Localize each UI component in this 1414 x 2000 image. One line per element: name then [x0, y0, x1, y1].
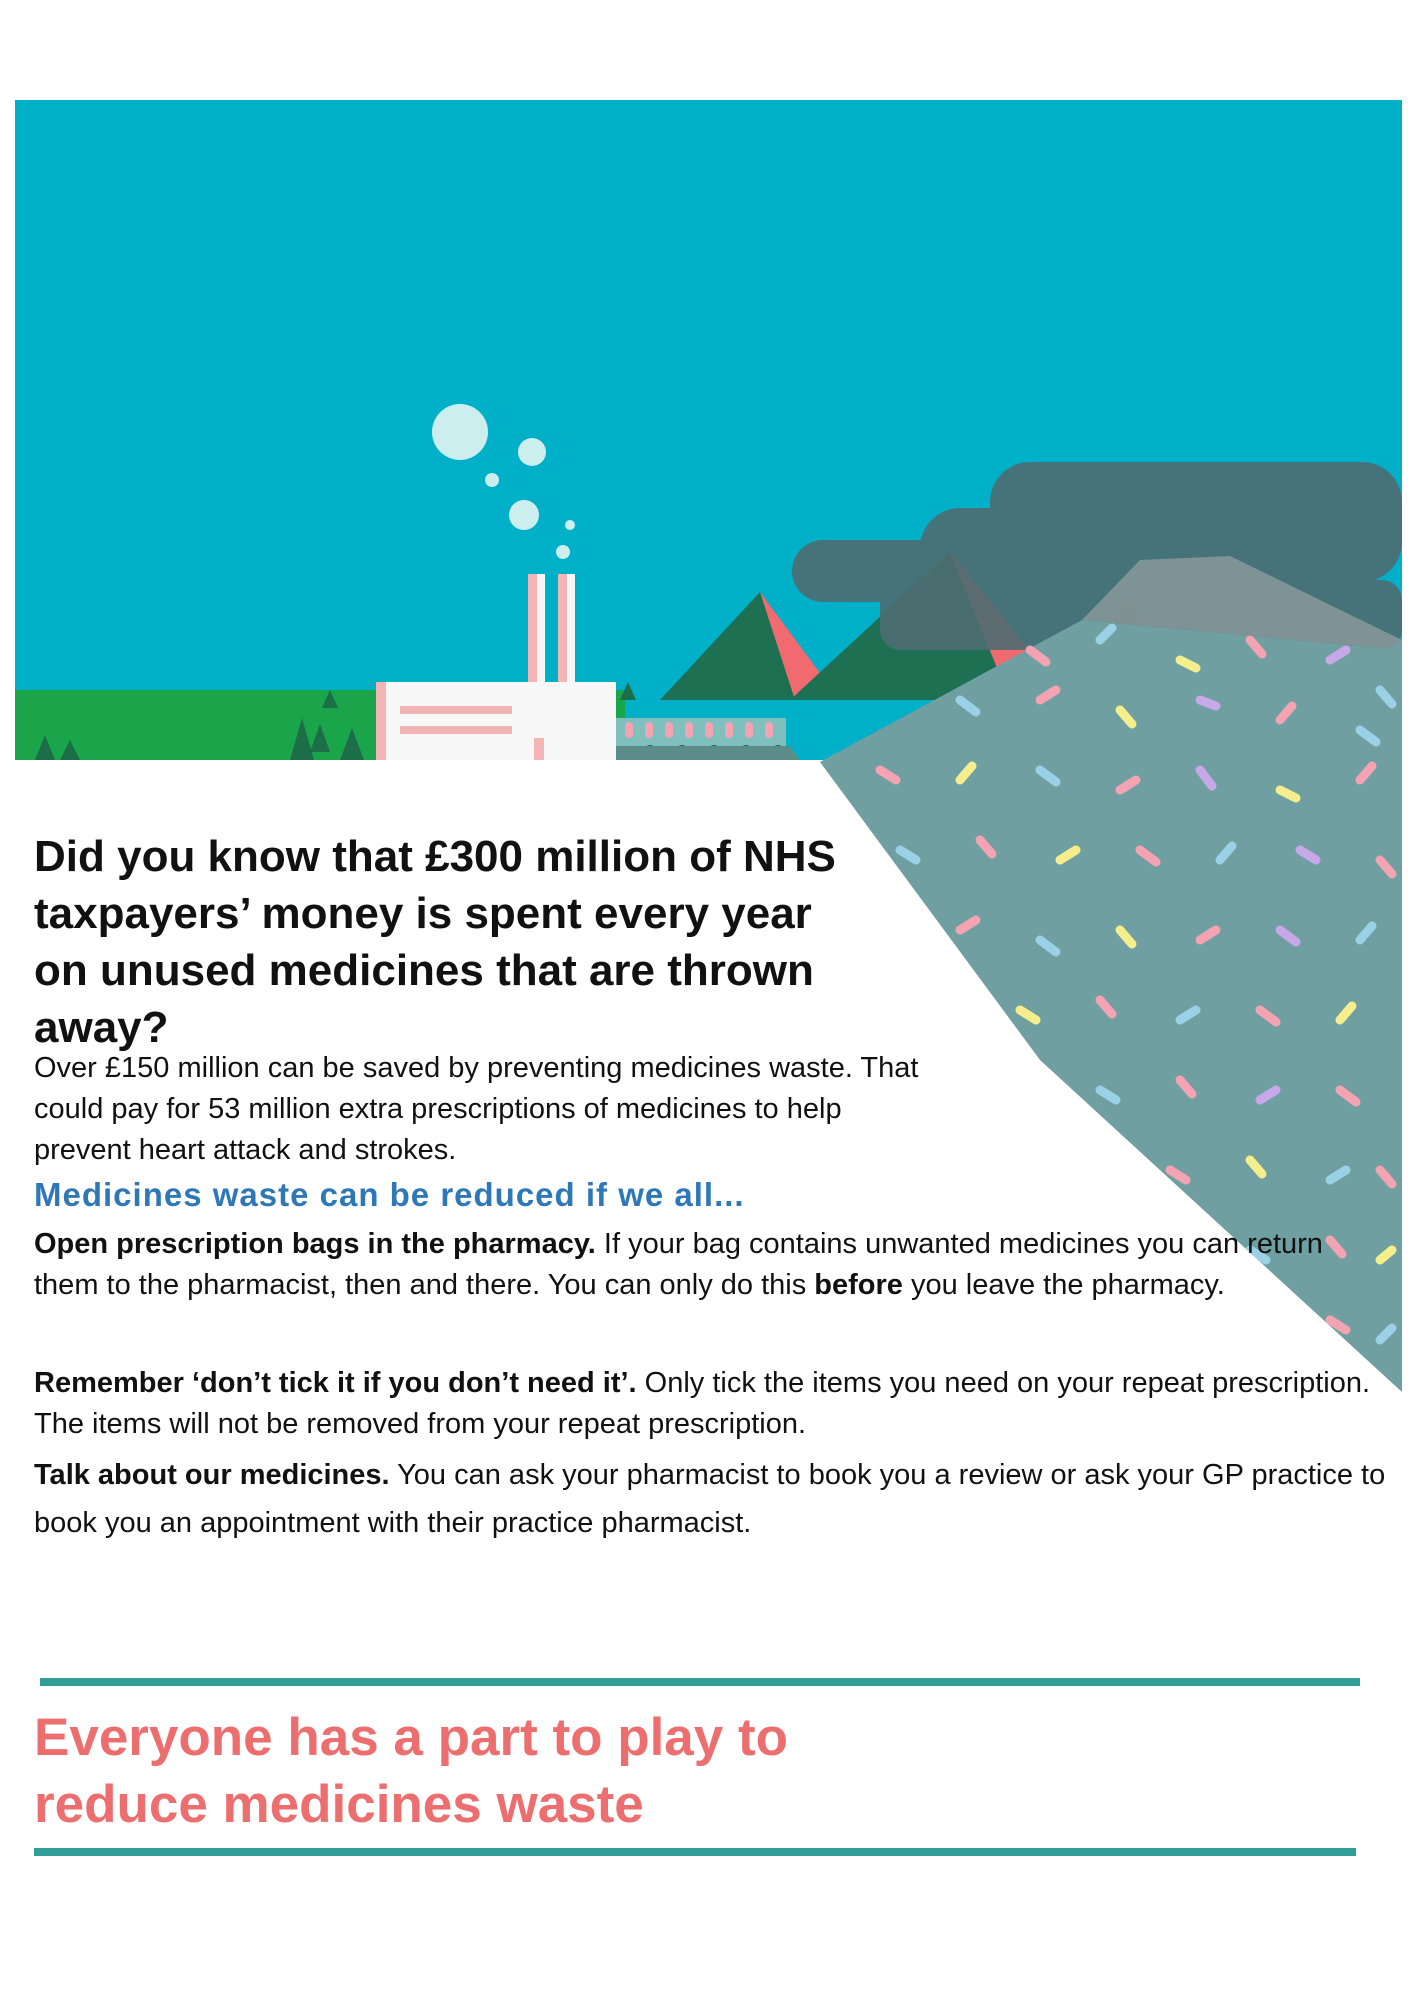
- tagline: Everyone has a part to play to reduce medicines waste: [34, 1708, 789, 1834]
- tip-lead: Remember ‘don’t tick it if you don’t need it’.: [34, 1367, 637, 1399]
- intro-text: Over £150 million can be saved by preventing medicines waste. That could pay for 53 million extra prescriptions of medicines to help prevent heart attack and strokes.: [34, 1052, 919, 1166]
- headline: Did you know that £300 million of NHS taxpayers’ money is spent every year on unused medicines that are thrown away?: [34, 832, 836, 1052]
- divider-top: [40, 1678, 1360, 1686]
- tip-dont-tick: [34, 1363, 1394, 1445]
- tip-text: Only tick the items you need on your repeat prescription. The items will not be removed from your repeat prescription.: [34, 1367, 1371, 1440]
- tip-emphasis: before: [814, 1269, 903, 1301]
- tip-talk-medicines: [34, 1451, 1394, 1547]
- tip-lead: Talk about our medicines.: [34, 1459, 390, 1491]
- conveyor-belt: [616, 718, 800, 760]
- subheading: Medicines waste can be reduced if we all...: [34, 1176, 745, 1213]
- tip-text: If your bag contains unwanted medicines you can return them to the pharmacist, then and there. You can only do this: [34, 1228, 1323, 1301]
- divider-bottom: [34, 1848, 1356, 1856]
- tip-text-tail: you leave the pharmacy.: [902, 1269, 1225, 1301]
- tip-open-bags: [34, 1224, 1394, 1306]
- tip-lead: Open prescription bags in the pharmacy.: [34, 1228, 596, 1260]
- tip-text: You can ask your pharmacist to book you a review or ask your GP practice to book you an appointment with their practice pharmacist.: [34, 1459, 1386, 1539]
